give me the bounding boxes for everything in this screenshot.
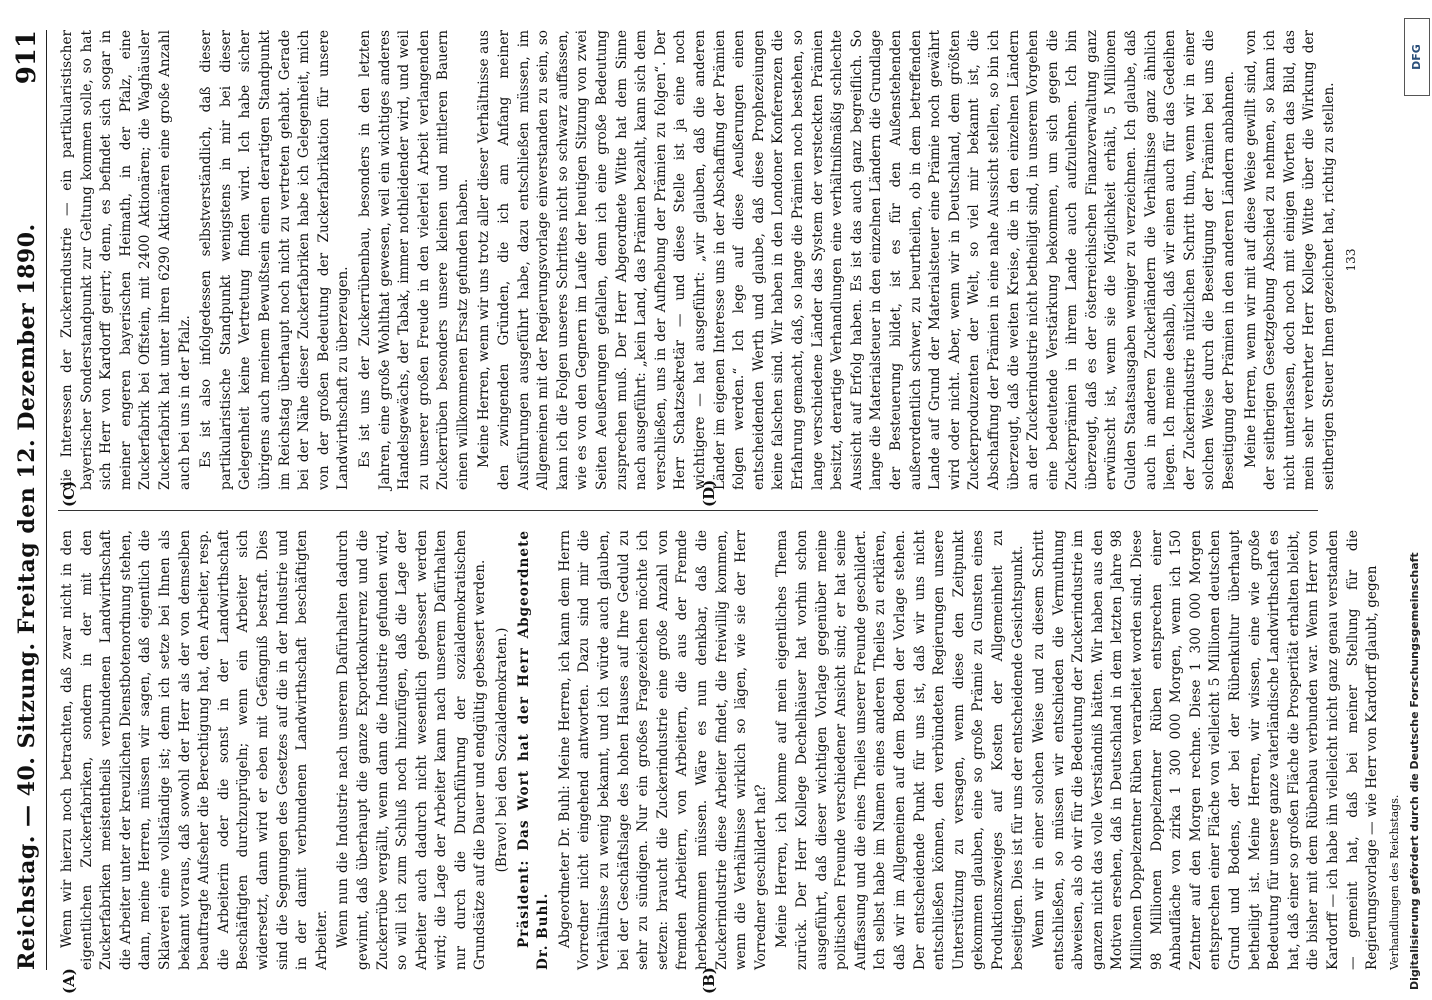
margin-marker-d: (D) xyxy=(700,479,718,507)
left-column xyxy=(58,530,1401,970)
footer-note: Verhandlungen des Reichstags. xyxy=(1387,794,1401,970)
paragraph: Wenn wir in einer solchen Weise und zu diesem Schritt entschließen, so müssen wir entschieden die Vermuthung abweisen, als ob wir für die Bedeutung der Zuckerindustrie im ganzen nicht das volle Verständniß hätten. Wir haben aus den Motiven ersehen, daß in Deutschland in dem letzten Jahre 98 Millionen Doppelzentner Rüben verarbeitet worden sind. Diese 98 Millionen Doppelzentner Rüben entsprechen einer Anbaufläche von zirka 1 300 000 Morgen, wenn ich 150 Zentner auf den Morgen rechne. Diese 1 300 000 Morgen entsprechen einer Fläche von vielleicht 5 Millionen deutschen Grund und Bodens, der bei der Rübenkultur überhaupt betheiligt ist. Meine Herren, wir wissen, eine wie große Bedeutung für unsere ganze vaterländische Landwirthschaft es hat, daß einer so großen Fläche die Prosperität erhalten bleibt, die bisher mit dem Rübenbau verbunden war. Wenn Herr von Kardorff — ich habe ihn vielleicht nicht ganz genau verstanden — gemeint hat, daß bei meiner Stellung für die Regierungsvorlage — wie Herr von Kardorff glaubt, gegen xyxy=(1031,530,1381,970)
margin-marker-b: (B) xyxy=(700,967,718,994)
paragraph: Meine Herren, wenn wir uns trotz aller dieser Verhältnisse aus den zwingenden Gründen, die ich am Anfang meiner Ausführungen ausgeführt habe, dazu entschließen müssen, im Allgemeinen mit der Regierungsvorlage einverstanden zu sein, so kann ich die Folgen unseres Schrittes nicht so schwarz auffassen, wie es von den Gegnern im Laufe der heutigen Sitzung von zwei Seiten Aeußerungen gefallen, denn ich eine große Bedeutung zusprechen muß. Der Herr Abgeordnete Witte hat dem Sinne nach ausgeführt: „kein Land, das Prämien bezahlt, kann sich dem verschließen, uns in der Aufhebung der Prämien zu folgen“. Der Herr Schatzsekretär — und diese Stelle ist ja eine noch wichtigere — hat ausgeführt: „wir glauben, daß die anderen Länder im eigenen Interesse uns in der Abschaffung der Prämien folgen werden.“ Ich lege auf diese Aeußerungen einen entscheidenden Werth und glaube, daß diese Prophezeiungen keine falschen sind. Wir haben in den Londoner Konferenzen die Erfahrung gemacht, daß, so lange die Prämien noch bestehen, so lange verschiedene Länder das System der versteckten Prämien besitzt, derartige Verhandlungen eine verhältnißmäßig schlechte Aussicht auf Erfolg haben. Es ist das auch ganz begreiflich. So lange die Materialsteuer in den einzelnen Ländern die Grundlage der Besteuerung bildet, ist es für den Außenstehenden außerordentlich schwer, zu beurtheilen, ob in dem betreffenden Lande auf Grund der Materialsteuer eine Prämie noch gewährt wird oder nicht. Aber, wenn wir in Deutschland, dem größten Zuckerproduzenten der Welt, so viel mir bekannt ist, die Abschaffung der Prämien in eine nahe Aussicht stellen, so bin ich überzeugt, daß die weiten Kreise, die in den einzelnen Ländern an der Zuckerindustrie nicht betheiligt sind, in unserem Vorgehen eine bedeutende Verstärkung bekommen, um sich gegen die Zuckerprämien in ihrem Lande auch aufzulehnen. Ich bin überzeugt, daß es der österreichischen Finanzverwaltung ganz erwünscht ist, wenn sie die Möglichkeit erhält, 5 Millionen Gulden Staatsausgaben weniger zu verzeichnen. Ich glaube, daß auch in anderen Zuckerländern die Verhältnisse ganz ähnlich liegen. Ich meine deshalb, daß wir einen auch für das Gedeihen der Zuckerindustrie nützlichen Schritt thun, wenn wir in einer solchen Weise durch die Beseitigung der Prämien bei uns die Beseitigung der Prämien in den anderen Ländern anbahnen. xyxy=(476,30,1238,490)
page-number: 911 xyxy=(12,30,42,85)
digitization-text: Digitalisierung gefördert durch die Deutsche Forschungsgemeinschaft xyxy=(1408,552,1421,990)
signature-number: 133 xyxy=(1343,248,1358,272)
paragraph: Wenn wir hierzu noch betrachten, daß zwar nicht in den eigentlichen Zuckerfabriken, sondern in der mit den Zuckerfabriken meistentheils verbundenen Landwirthschaft die Arbeiter unter der kreuzlichen Dienstbotenordnung stehen, dann, meine Herren, müssen wir sagen, daß eigentlich die Sklaverei eine vollständige ist; denn ich setze bei Ihnen als bekannt voraus, daß sowohl der Herr als der von demselben beauftragte Aufseher die Berechtigung hat, den Arbeiter, resp. die Arbeiterin oder die sonst in der Landwirthschaft Beschäftigten durchzuprügeln; wenn ein Arbeiter sich widersetzt, dann wird er eben mit Gefängniß bestraft. Dies sind die Segnungen des Gesetzes auf die in der Industrie und in der damit verbundenen Landwirthschaft beschäftigten Arbeiter. xyxy=(59,530,330,970)
digitization-note xyxy=(1408,110,1430,990)
dfg-logo xyxy=(1404,18,1430,96)
paragraph: die Interessen der Zuckerindustrie — ein partikularistischer bayerischer Sonderstandpunkt zur Geltung kommen solle, so hat sich Herr von Kardorff geirrt; denn, es befindet sich sogar in meiner engeren bayerischen Heimath, in der Pfalz, eine Zuckerfabrik bei Offstein, mit 2400 Aktionären; die Waghäusler Zuckerfabrik hat unter ihren 6290 Aktionären eine große Anzahl auch bei uns in der Pfalz. xyxy=(59,30,193,490)
margin-marker-a: (A) xyxy=(60,968,78,994)
paragraph: Meine Herren, ich komme auf mein eigentliches Thema zurück. Der Herr Kollege Dechelhäuser hat vorhin schon ausgeführt, daß dieser wichtigen Vorlage gegenüber meine politischen Freunde verschiedener Ansicht sind; er hat seine Auffassung und die eines Theiles unserer Freunde geschildert. Ich selbst habe im Namen eines anderen Theiles zu erklären, daß wir im Allgemeinen auf dem Boden der Vorlage stehen. Der entscheidende Punkt für uns ist, daß wir uns nicht entschließen können, den verbündeten Regierungen unsere Unterstützung zu versagen, wenn diese den Zeitpunkt gekommen glauben, eine so große Prämie zu Gunsten eines Produktionszweiges auf Kosten der Allgemeinheit zu beseitigen. Dies ist für uns der entscheidende Gesichtspunkt. xyxy=(774,530,1026,970)
right-column xyxy=(58,30,1358,490)
paragraph: Abgeordneter Dr. Buhl: Meine Herren, ich kann dem Herrn Vorredner nicht eingehend antworten. Dazu sind mir die Verhältnisse zu wenig bekannt, und ich würde auch glauben, bei der Geschäftslage des hohen Hauses auf Ihre Geduld zu sehr zu sündigen. Nur ein großes Fragezeichen möchte ich setzen: braucht die Zuckerindustrie eine große Anzahl von fremden Arbeitern, von Arbeitern, die aus der Fremde herbekommen müssen. Wäre es nun denkbar, daß die Zuckerindustrie diese Arbeiter findet, die freiwillig kommen, wenn die Verhältnisse wirklich so lägen, wie sie der Herr Vorredner geschildert hat? xyxy=(556,530,769,970)
margin-marker-c: (C) xyxy=(60,480,78,507)
paragraph: Es ist uns der Zuckerrübenbau, besonders in den letzten Jahren, eine große Wohlthat gewesen, weil ein wichtiges anderes Handelsgewächs, der Tabak, immer nothleidender wird, und weil zu unserer großen Freude in den vielerlei Arbeit verlangenden Zuckerrüben besonders unsere kleinen und mittleren Bauern einen willkommenen Ersatz gefunden haben. xyxy=(356,30,471,490)
page-header xyxy=(6,30,54,970)
header-title: Reichstag. — 40. Sitzung. Freitag den 12. Dezember 1890. xyxy=(14,223,40,970)
applause-note: (Bravo! bei den Sozialdemokraten.) xyxy=(494,627,511,873)
column-divider xyxy=(58,510,1318,511)
paragraph: Es ist also infolgedessen selbstverständlich, daß dieser partikularistische Standpunkt wenigstens in mir bei dieser Gelegenheit keine Vertretung finden wird. Ich habe sicher übrigens auch meinem Bewußtsein einen derartigen Standpunkt im Reichstag überhaupt noch nicht zu vertreten gehabt. Gerade bei der Nähe dieser Zuckerfabriken habe ich Gelegenheit, mich von der großen Bedeutung der Zuckerfabrikation für unsere Landwirthschaft zu überzeugen. xyxy=(198,30,352,490)
paragraph: Wenn nun die Industrie nach unserem Dafürhalten dadurch gewinnt, daß überhaupt die ganze Exportkonkurrenz und die Zuckerrübe vergällt, wenn dann die Industrie gefunden wird, so will ich zum Schluß noch hinzufügen, daß die Lage der Arbeiter auch dadurch nicht wesentlich gebessert werden wird; die Lage der Arbeiter kann nach unserem Dafürhalten nur durch die Durchführung der sozialdemokratischen Grundsätze auf die Dauer und endgültig gebessert werden. xyxy=(335,530,489,970)
header-rule xyxy=(46,30,47,970)
paragraph: Meine Herren, wenn wir mit auf diese Weise gewillt sind, von der seitherigen Gesetzgebung Abschied zu nehmen, so kann ich nicht unterlassen, doch noch mit einigen Worten das Bild, das mein sehr verehrter Herr Kollege Witte über die Wirkung der seitherigen Steuer Ihnen gezeichnet hat, richtig zu stellen. xyxy=(1242,30,1337,490)
president-line: Präsident: Das Wort hat der Herr Abgeordnete Dr. Buhl. xyxy=(515,530,552,970)
logo-text: DFG xyxy=(1410,44,1423,70)
